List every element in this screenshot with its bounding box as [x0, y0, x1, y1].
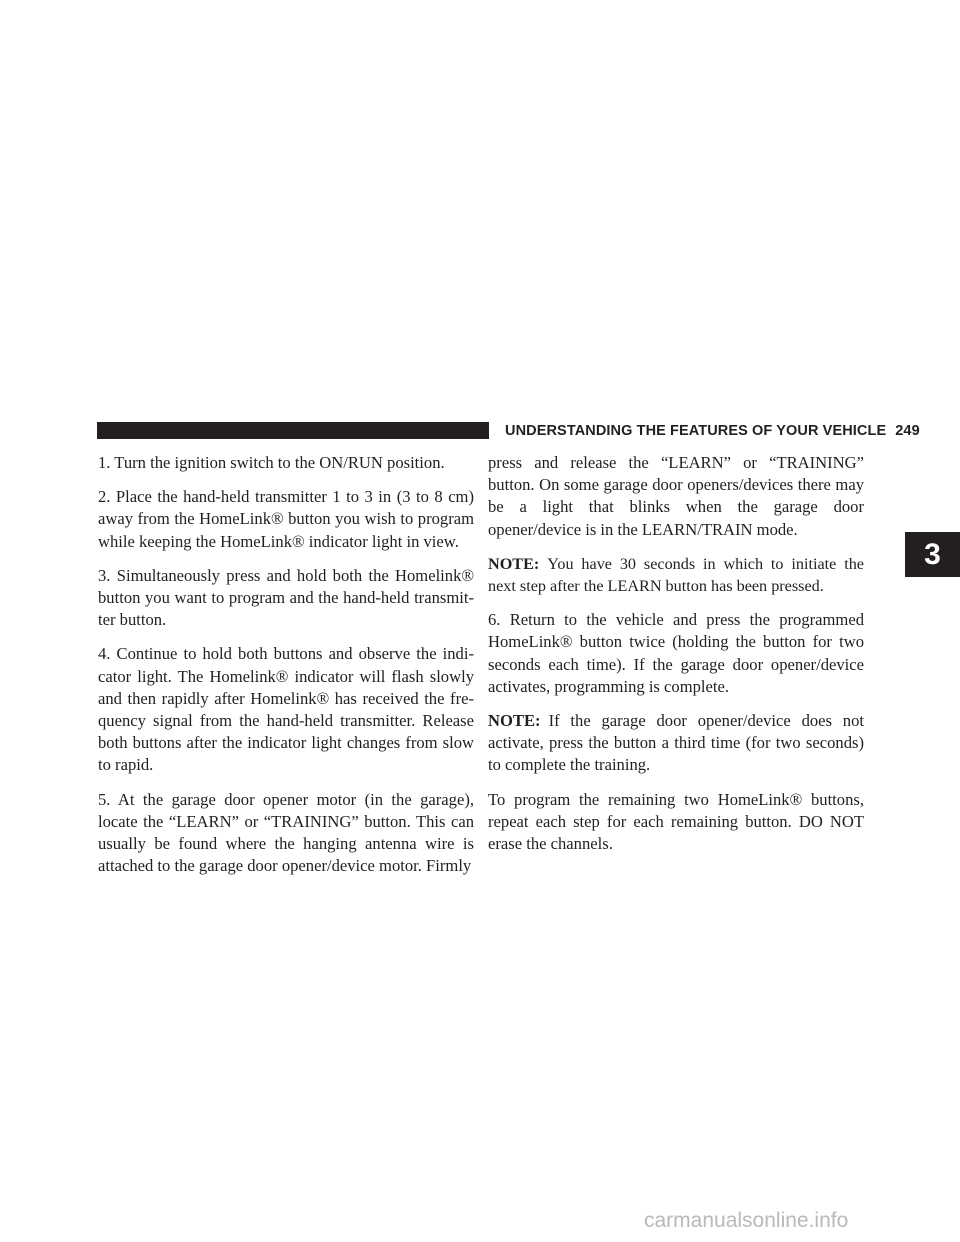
section-title: UNDERSTANDING THE FEATURES OF YOUR VEHICLE: [505, 423, 887, 439]
note-2-text: If the garage door opener/device does not activate, press the button a third time (for two seconds) to complete the training.: [488, 711, 864, 775]
note-1-text: You have 30 seconds in which to initiate the next step after the LEARN button has been pressed.: [488, 554, 864, 596]
page-number: 249: [895, 423, 920, 439]
running-header: [505, 421, 920, 441]
step-3-paragraph: 3. Simultaneously press and hold both the Homelink® button you want to program and the hand-held transmitter button.: [98, 565, 474, 630]
left-column: [98, 452, 474, 889]
step-5-paragraph: 5. At the garage door opener motor (in the garage), locate the “LEARN” or “TRAINING” button. This can usually be found where the hanging antenna wire is attached to the garage door opener/device motor. Firmly: [98, 789, 474, 876]
step-5-continued-paragraph: press and release the “LEARN” or “TRAINING” button. On some garage door openers/devices there may be a light that blinks when the garage door opener/device is in the LEARN/TRAIN mode.: [488, 453, 864, 539]
step-4-paragraph: 4. Continue to hold both buttons and observe the indicator light. The Homelink® indicator will flash slowly and then rapidly after Homelink® has received the frequency signal from the hand-held transmitter. Release both buttons after the indicator light changes from slow to rapid.: [98, 644, 474, 775]
step-6-paragraph: 6. Return to the vehicle and press the programmed HomeLink® button twice (holding the button for two seconds each time). If the garage door opener/device activates, programming is complete.: [488, 610, 864, 696]
note-1-label: NOTE:: [488, 554, 540, 573]
header-rule-bar: [97, 422, 489, 439]
step-1-paragraph: 1. Turn the ignition switch to the ON/RUN position.: [98, 453, 445, 472]
remaining-buttons-paragraph: To program the remaining two HomeLink® buttons, repeat each step for each remaining button. DO NOT erase the channels.: [488, 789, 864, 854]
watermark-text: carmanualsonline.info: [644, 1209, 849, 1232]
note-1: [488, 553, 864, 597]
right-column: [488, 452, 864, 867]
step-2-paragraph: 2. Place the hand-held transmitter 1 to 3 in (3 to 8 cm) away from the HomeLink® button you wish to program while keeping the HomeLink® indicator light in view.: [98, 487, 474, 551]
note-2: [488, 710, 864, 777]
chapter-tab: 3: [905, 532, 960, 577]
note-2-label: NOTE:: [488, 711, 541, 731]
